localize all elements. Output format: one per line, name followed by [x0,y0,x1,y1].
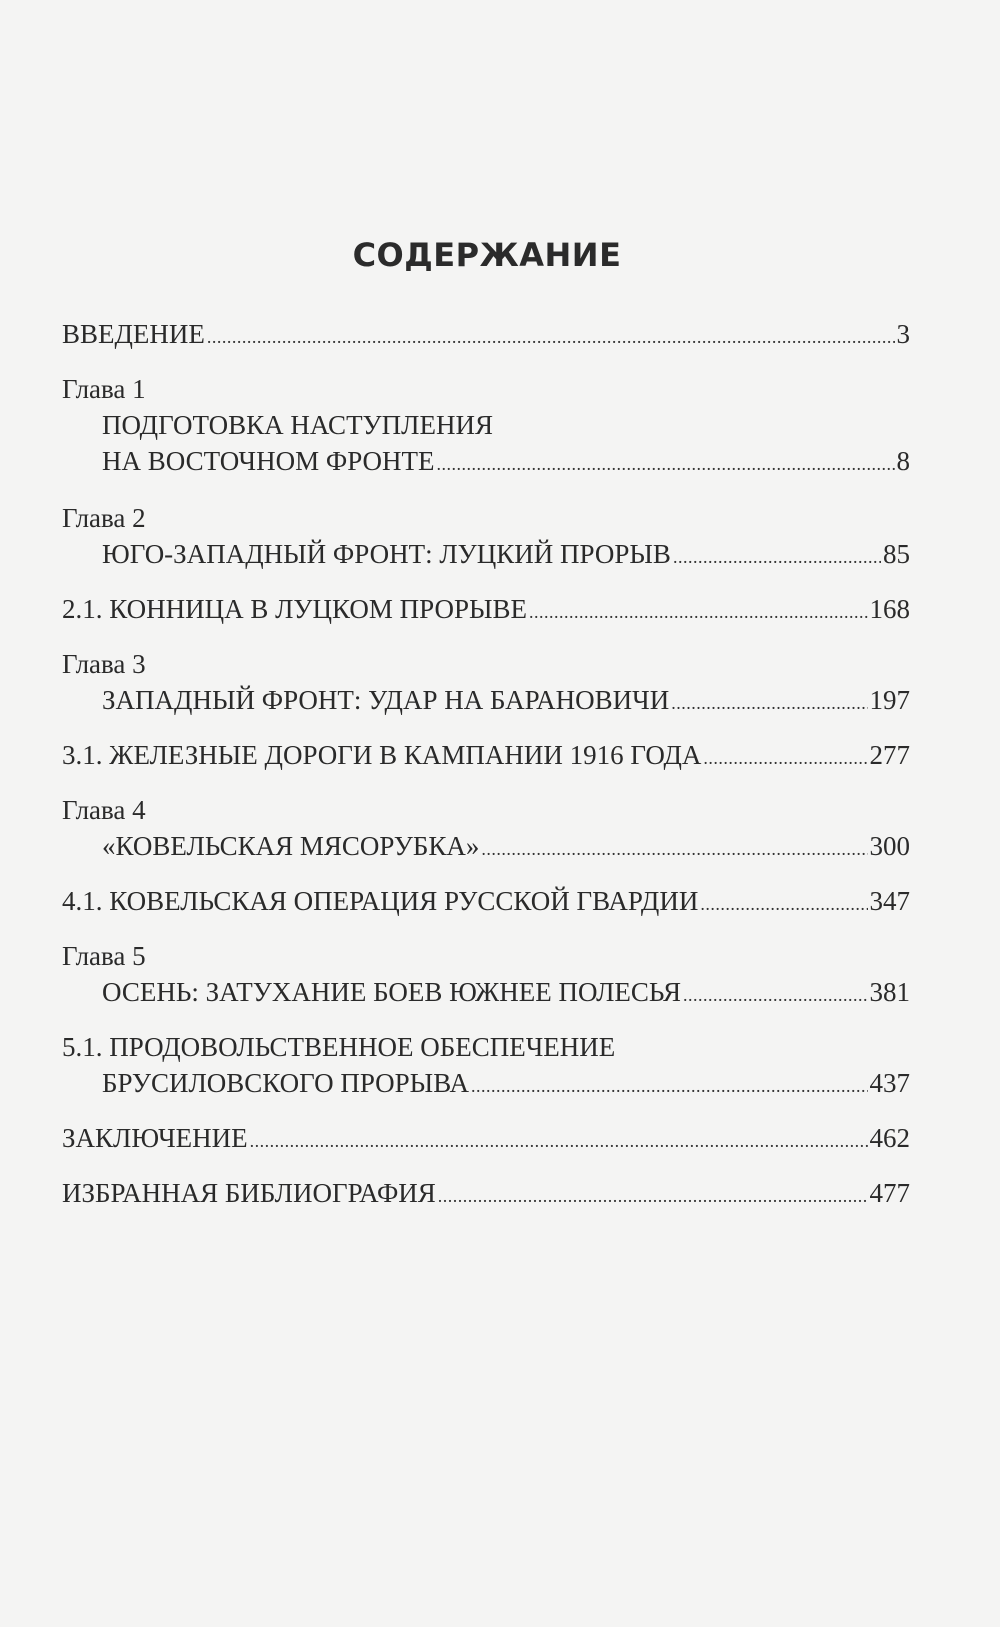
toc-page-number: 462 [869,1123,910,1153]
chapter-label: Глава 4 [62,795,146,825]
toc-line [102,536,910,575]
toc-entry-section-4-1 [62,883,910,922]
toc-page-number: 8 [896,446,910,476]
toc-entry-title-line-2: НА ВОСТОЧНОМ ФРОНТЕ [102,446,435,476]
toc-entry-conclusion [62,1120,910,1159]
dot-leader [207,319,895,355]
dot-leader [703,740,867,776]
toc-page-number: 300 [869,831,910,861]
toc-entry-title-line-1: 5.1. ПРОДОВОЛЬСТВЕННОЕ ОБЕСПЕЧЕНИЕ [62,1032,616,1062]
dot-leader [437,446,895,482]
toc-page-number: 3 [896,319,910,349]
dot-leader [438,1178,868,1214]
toc-entry-section-2-1 [62,591,910,630]
toc-entry-title: ЮГО-ЗАПАДНЫЙ ФРОНТ: ЛУЦКИЙ ПРОРЫВ [102,539,671,569]
dot-leader [700,886,867,922]
toc-page-number: 381 [869,977,910,1007]
page-title: СОДЕРЖАНИЕ [352,236,622,274]
toc-line [62,1175,910,1214]
toc-entry-title: ОСЕНЬ: ЗАТУХАНИЕ БОЕВ ЮЖНЕЕ ПОЛЕСЬЯ [102,977,681,1007]
chapter-label: Глава 2 [62,503,146,533]
toc-line [62,591,910,630]
chapter-label: Глава 1 [62,374,146,404]
toc-line [102,974,910,1013]
dot-leader [683,977,868,1013]
toc-line [62,737,910,776]
toc-page-number: 85 [883,539,910,569]
toc-entry-title: 2.1. КОННИЦА В ЛУЦКОМ ПРОРЫВЕ [62,594,528,624]
toc-entry-section-3-1 [62,737,910,776]
dot-leader [673,539,881,575]
toc-line [102,682,910,721]
toc-entry-title: 3.1. ЖЕЛЕЗНЫЕ ДОРОГИ В КАМПАНИИ 1916 ГОДА [62,740,702,770]
table-of-contents [62,316,910,1214]
dot-leader [250,1123,868,1159]
toc-entry-title-line-2: БРУСИЛОВСКОГО ПРОРЫВА [102,1068,470,1098]
toc-page-number: 197 [869,685,910,715]
toc-entry-title: ВВЕДЕНИЕ [62,319,205,349]
toc-entry-chapter-3 [62,646,910,721]
toc-entry-chapter-1 [62,371,910,482]
dot-leader [481,831,867,867]
dot-leader [529,594,867,630]
toc-page-number: 277 [869,740,910,770]
toc-line [62,1120,910,1159]
dot-leader [471,1068,867,1104]
toc-entry-chapter-4 [62,792,910,867]
toc-entry-chapter-2 [62,500,910,575]
toc-entry-title: «КОВЕЛЬСКАЯ МЯСОРУБКА» [102,831,480,861]
toc-entry-title: ЗАКЛЮЧЕНИЕ [62,1123,248,1153]
toc-page-number: 437 [869,1068,910,1098]
toc-page-number: 477 [869,1178,910,1208]
toc-entry-title-line-1: ПОДГОТОВКА НАСТУПЛЕНИЯ [102,410,493,440]
toc-entry-title: ЗАПАДНЫЙ ФРОНТ: УДАР НА БАРАНОВИЧИ [102,685,670,715]
toc-entry-title: 4.1. КОВЕЛЬСКАЯ ОПЕРАЦИЯ РУССКОЙ ГВАРДИИ [62,886,699,916]
toc-line [62,316,910,355]
toc-page-number: 168 [869,594,910,624]
toc-entry-introduction [62,316,910,355]
toc-line [102,1065,910,1104]
toc-entry-title: ИЗБРАННАЯ БИБЛИОГРАФИЯ [62,1178,436,1208]
toc-entry-chapter-5 [62,938,910,1013]
toc-line [62,883,910,922]
toc-line [102,443,910,482]
toc-entry-section-5-1 [62,1029,910,1104]
dot-leader [671,685,867,721]
chapter-label: Глава 5 [62,941,146,971]
toc-line [102,828,910,867]
toc-page-number: 347 [869,886,910,916]
toc-entry-bibliography [62,1175,910,1214]
chapter-label: Глава 3 [62,649,146,679]
